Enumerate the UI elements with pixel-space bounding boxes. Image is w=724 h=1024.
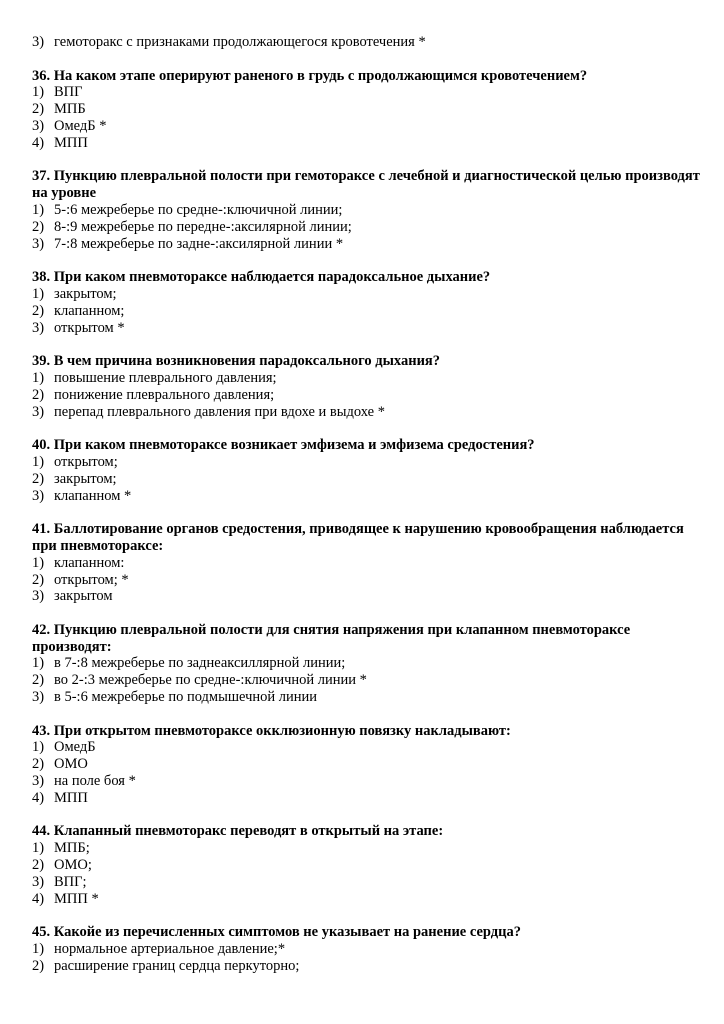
question-spacer bbox=[32, 420, 702, 437]
answer-number: 3) bbox=[32, 873, 45, 890]
answer-option bbox=[32, 118, 702, 135]
question-title: 36. На каком этапе оперируют раненого в грудь с продолжающимся кровотечением? bbox=[32, 67, 588, 84]
answer-number: 3) bbox=[32, 117, 45, 134]
answer-number: 2) bbox=[32, 756, 45, 773]
answer-text: 5-:6 межреберье по средне-:ключичной линии; bbox=[54, 201, 343, 218]
answer-text: МПП * bbox=[54, 890, 99, 907]
answer-number: 2) bbox=[32, 302, 45, 319]
answer-number: 2) bbox=[32, 672, 45, 689]
answer-number: 3) bbox=[32, 773, 45, 790]
question-spacer bbox=[32, 336, 702, 353]
answer-text: закрытом; bbox=[54, 285, 117, 302]
answer-option bbox=[32, 303, 702, 320]
question-title: 43. При открытом пневмотораксе окклюзионную повязку накладывают: bbox=[32, 722, 511, 739]
question-spacer bbox=[32, 504, 702, 521]
question-spacer bbox=[32, 807, 702, 824]
question-block bbox=[32, 723, 702, 807]
question-block bbox=[32, 353, 702, 420]
answer-number: 3) bbox=[32, 588, 45, 605]
question-spacer bbox=[32, 605, 702, 622]
question-spacer bbox=[32, 907, 702, 924]
answer-text: расширение границ сердца перкуторно; bbox=[54, 957, 300, 974]
question-title: 38. При каком пневмотораксе наблюдается парадоксальное дыхание? bbox=[32, 269, 491, 286]
answer-option bbox=[32, 655, 702, 672]
answer-option bbox=[32, 672, 702, 689]
answer-number: 2) bbox=[32, 957, 45, 974]
answer-text: ОмедБ * bbox=[54, 117, 107, 134]
question-block bbox=[32, 269, 702, 336]
question-block bbox=[32, 68, 702, 152]
answer-text: гемоторакс с признаками продолжающегося кровотечения * bbox=[54, 34, 426, 50]
answer-option bbox=[32, 404, 702, 421]
answer-option bbox=[32, 84, 702, 101]
answer-option bbox=[32, 840, 702, 857]
answer-text: ОМО bbox=[54, 756, 88, 773]
answer-number: 1) bbox=[32, 554, 45, 571]
answer-number: 3) bbox=[32, 235, 45, 252]
question-block bbox=[32, 437, 702, 504]
answer-option bbox=[32, 874, 702, 891]
answer-number: 4) bbox=[32, 789, 45, 806]
answer-number: 2) bbox=[32, 857, 45, 874]
answer-option bbox=[32, 790, 702, 807]
answer-option bbox=[32, 689, 702, 706]
question-list bbox=[32, 51, 702, 975]
question-block bbox=[32, 168, 702, 252]
answer-text: МПБ bbox=[54, 101, 86, 118]
question-block bbox=[32, 823, 702, 907]
answer-text: в 5-:6 межреберье по подмышечной линии bbox=[54, 689, 318, 706]
question-title: 42. Пункцию плевральной полости для снятия напряжения при клапанном пневмотораксе производят: bbox=[32, 621, 631, 655]
answer-number: 3) bbox=[32, 319, 45, 336]
answer-option bbox=[32, 773, 702, 790]
answer-text: открытом; * bbox=[54, 571, 129, 588]
answer-text: закрытом bbox=[54, 588, 113, 605]
answer-option bbox=[32, 958, 702, 975]
answer-number: 3) bbox=[32, 487, 45, 504]
answer-text: 8-:9 межреберье по передне-:аксилярной линии; bbox=[54, 218, 352, 235]
answer-number: 1) bbox=[32, 453, 45, 470]
answer-option bbox=[32, 488, 702, 505]
answer-number: 3) bbox=[32, 403, 45, 420]
answer-number: 1) bbox=[32, 941, 45, 958]
answer-text: перепад плеврального давления при вдохе и выдохе * bbox=[54, 403, 385, 420]
answer-number: 1) bbox=[32, 285, 45, 302]
answer-option bbox=[32, 320, 702, 337]
answer-number: 1) bbox=[32, 739, 45, 756]
answer-number: 1) bbox=[32, 369, 45, 386]
answer-text: ВПГ; bbox=[54, 873, 87, 890]
answer-text: в 7-:8 межреберье по заднеаксиллярной линии; bbox=[54, 655, 346, 672]
question-spacer bbox=[32, 152, 702, 169]
answer-text: открытом; bbox=[54, 453, 118, 470]
answer-option bbox=[32, 101, 702, 118]
answer-number: 4) bbox=[32, 890, 45, 907]
answer-option bbox=[32, 739, 702, 756]
answer-option bbox=[32, 286, 702, 303]
question-spacer bbox=[32, 51, 702, 68]
question-spacer bbox=[32, 252, 702, 269]
answer-number: 1) bbox=[32, 840, 45, 857]
answer-number: 2) bbox=[32, 571, 45, 588]
answer-option bbox=[32, 555, 702, 572]
answer-option bbox=[32, 857, 702, 874]
answer-text: нормальное артериальное давление;* bbox=[54, 941, 286, 958]
answer-text: МПП bbox=[54, 134, 88, 151]
answer-number: 4) bbox=[32, 134, 45, 151]
answer-option bbox=[32, 219, 702, 236]
answer-number: 2) bbox=[32, 470, 45, 487]
answer-text: клапанном: bbox=[54, 554, 125, 571]
answer-option bbox=[32, 370, 702, 387]
answer-number: 3) bbox=[32, 34, 45, 50]
answer-text: на поле боя * bbox=[54, 773, 136, 790]
answer-option bbox=[32, 471, 702, 488]
answer-option bbox=[32, 236, 702, 253]
answer-text: открытом * bbox=[54, 319, 125, 336]
question-title: 44. Клапанный пневмоторакс переводят в открытый на этапе: bbox=[32, 823, 444, 840]
answer-text: клапанном; bbox=[54, 302, 125, 319]
answer-text: понижение плеврального давления; bbox=[54, 386, 275, 403]
answer-number: 2) bbox=[32, 386, 45, 403]
answer-number: 1) bbox=[32, 201, 45, 218]
continuation-answer bbox=[32, 34, 702, 51]
answer-number: 3) bbox=[32, 689, 45, 706]
question-spacer bbox=[32, 706, 702, 723]
answer-text: 7-:8 межреберье по задне-:аксилярной линии * bbox=[54, 235, 344, 252]
question-title: 40. При каком пневмотораксе возникает эмфизема и эмфизема средостения? bbox=[32, 437, 535, 454]
answer-text: МПП bbox=[54, 789, 88, 806]
answer-option bbox=[32, 891, 702, 908]
answer-number: 2) bbox=[32, 101, 45, 118]
question-title: 39. В чем причина возникновения парадоксального дыхания? bbox=[32, 353, 441, 370]
answer-text: ОмедБ bbox=[54, 739, 96, 756]
answer-option bbox=[32, 387, 702, 404]
answer-option bbox=[32, 572, 702, 589]
answer-number: 1) bbox=[32, 655, 45, 672]
question-block bbox=[32, 924, 702, 974]
answer-text: МПБ; bbox=[54, 840, 90, 857]
document-body bbox=[32, 34, 702, 975]
answer-option bbox=[32, 588, 702, 605]
answer-text: ОМО; bbox=[54, 857, 92, 874]
answer-option bbox=[32, 202, 702, 219]
answer-text: во 2-:3 межреберье по средне-:ключичной линии * bbox=[54, 672, 367, 689]
answer-text: клапанном * bbox=[54, 487, 132, 504]
question-title: 45. Какойе из перечисленных симптомов не указывает на ранение сердца? bbox=[32, 924, 521, 941]
answer-text: повышение плеврального давления; bbox=[54, 369, 277, 386]
answer-text: ВПГ bbox=[54, 84, 83, 101]
answer-text: закрытом; bbox=[54, 470, 117, 487]
question-title: 37. Пункцию плевральной полости при гемотораксе с лечебной и диагностической целью производят на уровне bbox=[32, 168, 700, 202]
question-block bbox=[32, 521, 702, 605]
answer-option bbox=[32, 756, 702, 773]
answer-option bbox=[32, 135, 702, 152]
answer-option bbox=[32, 454, 702, 471]
answer-number: 1) bbox=[32, 84, 45, 101]
question-title: 41. Баллотирование органов средостения, приводящее к нарушению кровообращения наблюдается при пневмотораксе: bbox=[32, 521, 684, 554]
answer-option bbox=[32, 941, 702, 958]
question-block bbox=[32, 622, 702, 706]
answer-number: 2) bbox=[32, 218, 45, 235]
